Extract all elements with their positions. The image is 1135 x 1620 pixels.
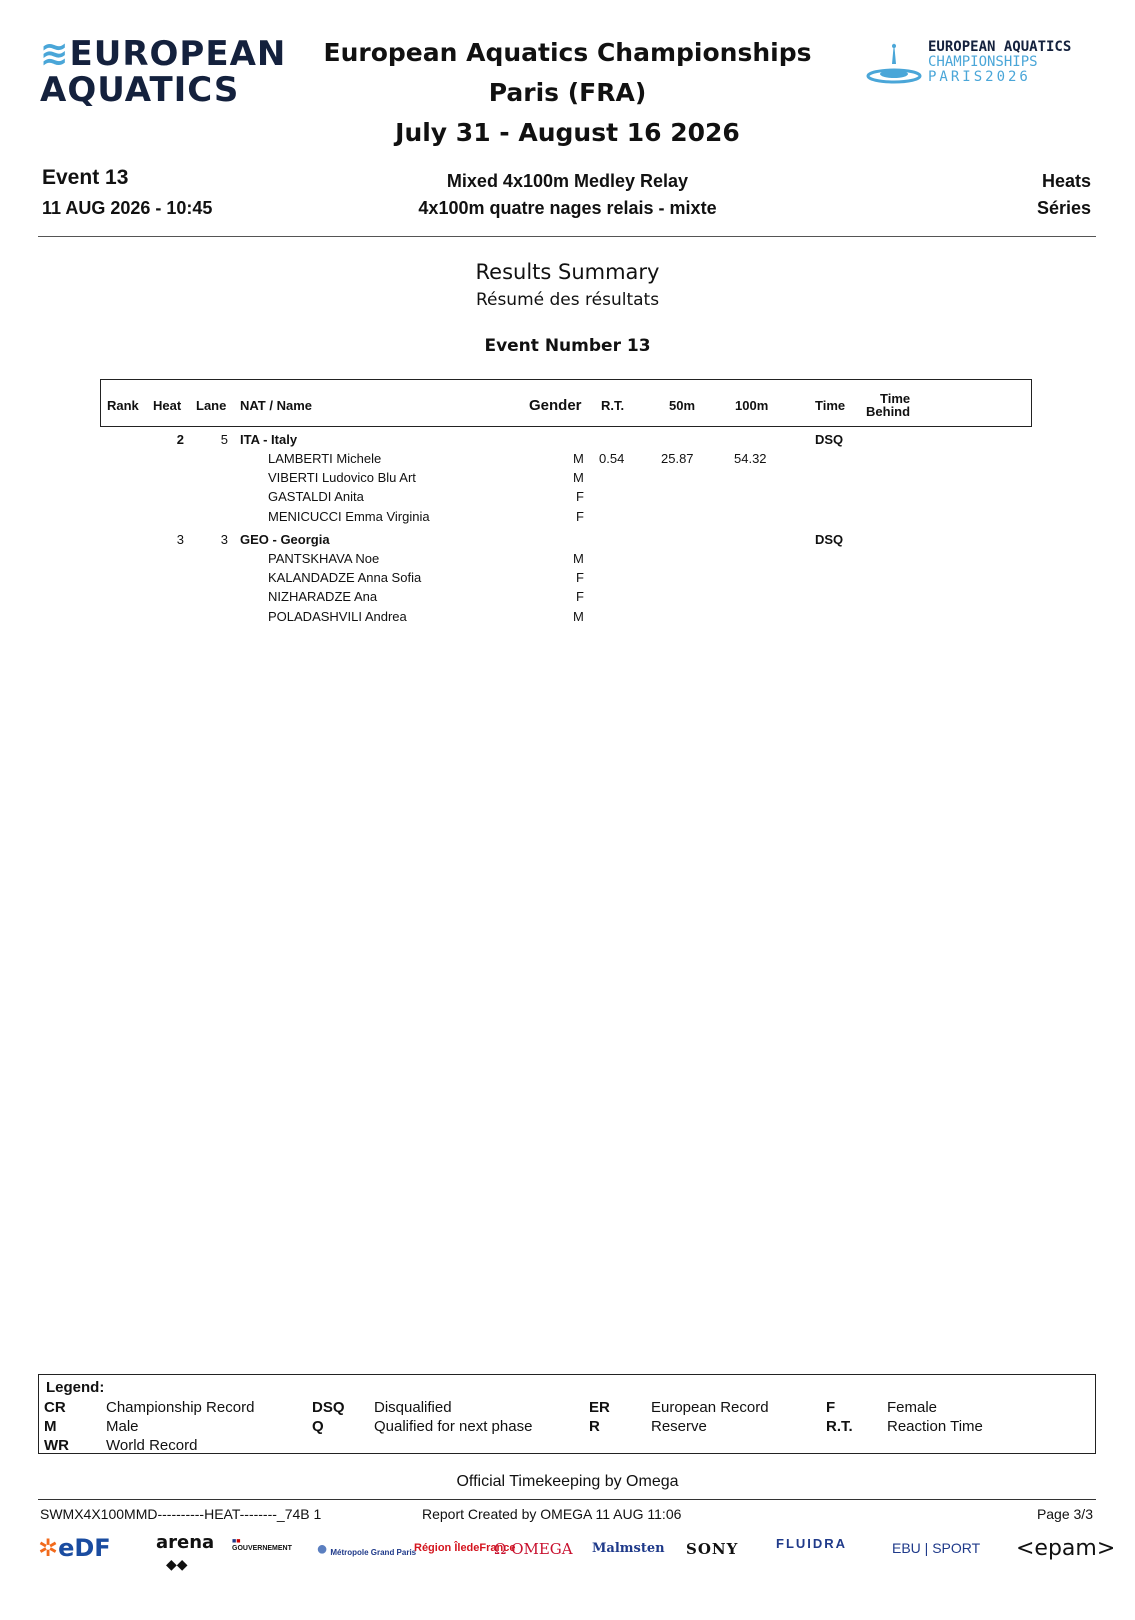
metropole-circle-icon: ● [316,1538,329,1560]
swimmer-gender: F [576,509,584,524]
results-table-header [100,379,1032,427]
swimmer-gender: M [573,470,584,485]
dates-title: July 31 - August 16 2026 [395,118,740,147]
results-summary-title: Results Summary [475,260,660,284]
ebu-sport-logo: EBU | SPORT [892,1540,981,1556]
arena-logo: arena ◆◆ [156,1532,215,1573]
heat-value: 3 [176,532,184,547]
fluidra-logo: FLUIDRA [776,1536,848,1551]
swimmer-name: GASTALDI Anita [268,489,364,504]
logo-text-line1: EUROPEAN [69,34,287,74]
col-time: Time [815,398,846,413]
lane-value: 5 [220,432,228,447]
results-summary-title-fr: Résumé des résultats [475,290,660,310]
arena-diamond-icon: ◆◆ [166,1557,188,1573]
legend-code: M [44,1418,57,1435]
championship-title: European Aquatics Championships [323,38,812,67]
sponsor-bar [36,1530,1116,1573]
swimmer-name: POLADASHVILI Andrea [268,609,407,624]
timekeeping-credit: Official Timekeeping by Omega [456,1473,679,1490]
legend-code: CR [44,1399,66,1416]
doc-code: SWMX4X100MMD----------HEAT--------_74B 1 [40,1506,322,1522]
swimmer-gender: M [573,451,584,466]
paris-logo-line1: EUROPEAN AQUATICS [928,39,1072,55]
logo-text-line2: AQUATICS [40,70,240,110]
col-50m: 50m [669,398,696,413]
team-time: DSQ [815,532,844,547]
swimmer-name: LAMBERTI Michele [268,451,382,466]
col-heat: Heat [153,398,182,413]
venue-title: Paris (FRA) [488,78,647,107]
phase-en: Heats [1041,171,1091,191]
swimmer-gender: M [573,551,584,566]
footer-divider [38,1499,1096,1500]
omega-logo: Ω OMEGA [494,1540,573,1558]
paris-logo-line2: CHAMPIONSHIPS [928,54,1038,70]
legend-code: R.T. [826,1418,853,1435]
swimmer-gender: F [576,589,584,604]
swimmer-name: VIBERTI Ludovico Blu Art [268,470,416,485]
page-number: Page 3/3 [1036,1506,1093,1522]
legend-desc: Qualified for next phase [374,1418,533,1435]
event-name-en: Mixed 4x100m Medley Relay [446,171,689,191]
legend-desc: World Record [106,1437,198,1454]
flag-icon: ■ [232,1538,237,1545]
swimmer-gender: F [576,570,584,585]
legend-code: WR [44,1437,69,1454]
event-datetime: 11 AUG 2026 - 10:45 [42,198,213,218]
region-idf-logo: Région ÎledeFrance [414,1542,516,1554]
lane-value: 3 [220,532,228,547]
swimmer-split100: 54.32 [734,451,767,466]
swimmer-split50: 25.87 [661,451,694,466]
legend-desc: Disqualified [374,1399,452,1416]
col-gender: Gender [529,397,582,414]
legend-code: Q [312,1418,324,1435]
legend-heading: Legend: [46,1379,105,1396]
col-time-behind: Time Behind [866,391,911,419]
legend-code: F [826,1399,836,1416]
legend-desc: Female [887,1399,938,1416]
event-number: Event 13 [42,166,129,189]
legend-desc: Championship Record [106,1399,255,1416]
team-name: GEO - Georgia [240,532,330,547]
swimmer-name: MENICUCCI Emma Virginia [268,509,430,524]
team-time: DSQ [815,432,844,447]
col-lane: Lane [196,398,227,413]
paris-logo-line3: PARIS2026 [928,69,1031,85]
legend-desc: Reaction Time [887,1418,983,1435]
report-created: Report Created by OMEGA 11 AUG 11:06 [422,1506,682,1522]
malmsten-logo: Malmsten [592,1541,665,1556]
gouvernement-logo: ■■ GOUVERNEMENT [232,1538,292,1552]
legend-code: DSQ [312,1399,345,1416]
legend-desc: European Record [651,1399,769,1416]
event-number-heading: Event Number 13 [484,336,651,356]
swimmer-gender: F [576,489,584,504]
event-name-fr: 4x100m quatre nages relais - mixte [418,198,717,218]
swimmer-name: NIZHARADZE Ana [268,589,378,604]
col-rt: R.T. [601,398,625,413]
legend-code: ER [589,1399,610,1416]
legend-desc: Male [106,1418,139,1435]
heat-value: 2 [176,432,184,447]
team-name: ITA - Italy [240,432,298,447]
legend-desc: Reserve [651,1418,707,1435]
edf-star-icon: ✲ [38,1534,59,1562]
metropole-logo: ● Métropole Grand Paris [316,1538,417,1560]
epam-logo: <epam> [1016,1536,1116,1561]
legend-box [38,1374,1096,1454]
swimmer-name: PANTSKHAVA Noe [268,551,380,566]
waves-icon: ≋ [40,34,70,74]
col-100m: 100m [735,398,769,413]
swimmer-rt: 0.54 [599,451,625,466]
sony-logo: SONY [686,1540,739,1558]
header-divider [38,236,1096,237]
phase-fr: Séries [1036,198,1091,218]
legend-code: R [589,1418,600,1435]
col-nat-name: NAT / Name [240,398,312,413]
col-rank: Rank [107,398,139,413]
swimmer-gender: M [573,609,584,624]
swimmer-name: KALANDADZE Anna Sofia [268,570,422,585]
edf-logo: ✲eDF [38,1534,111,1562]
